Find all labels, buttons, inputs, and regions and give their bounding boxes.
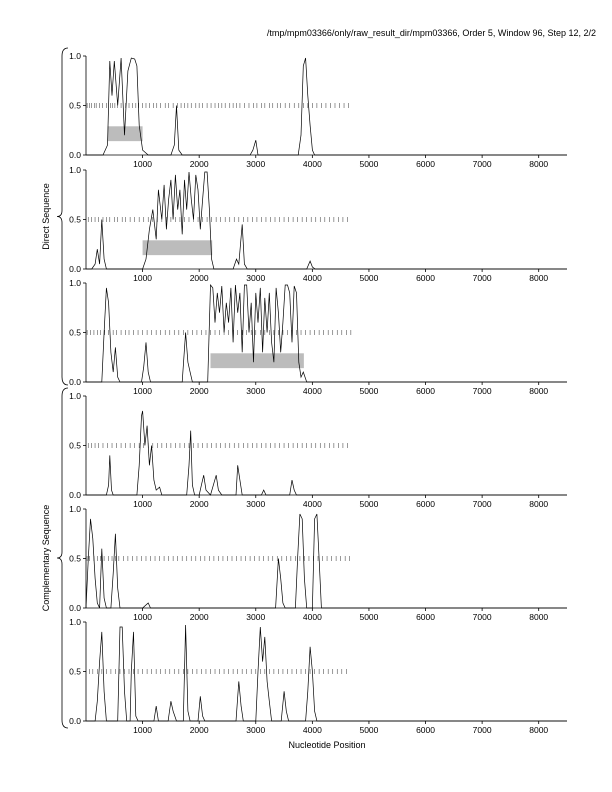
x-tick-label: 4000 bbox=[302, 273, 322, 283]
y-tick-label: 1.0 bbox=[69, 504, 81, 514]
x-tick-label: 8000 bbox=[529, 499, 549, 509]
x-tick-label: 1000 bbox=[133, 725, 153, 735]
x-tick-label: 8000 bbox=[529, 159, 549, 169]
x-tick-label: 6000 bbox=[416, 499, 435, 509]
x-tick-label: 7000 bbox=[472, 273, 492, 283]
x-tick-label: 5000 bbox=[359, 499, 379, 509]
y-tick-label: 0.5 bbox=[69, 440, 81, 451]
panels bbox=[69, 51, 567, 735]
probability-trace bbox=[86, 411, 567, 495]
probability-trace bbox=[86, 58, 567, 155]
x-tick-label: 3000 bbox=[246, 725, 266, 735]
x-tick-label: 1000 bbox=[133, 273, 153, 283]
panel-2 bbox=[69, 165, 567, 283]
x-tick-label: 2000 bbox=[189, 725, 209, 735]
y-tick-label: 1.0 bbox=[69, 165, 81, 175]
x-tick-label: 8000 bbox=[529, 273, 549, 283]
x-tick-label: 5000 bbox=[359, 159, 379, 169]
group-labels bbox=[41, 48, 68, 728]
x-tick-label: 7000 bbox=[472, 725, 492, 735]
y-tick-label: 0.5 bbox=[69, 327, 81, 338]
x-tick-label: 2000 bbox=[189, 159, 209, 169]
y-tick-label: 1.0 bbox=[69, 617, 81, 627]
x-tick-label: 5000 bbox=[359, 612, 379, 622]
x-tick-label: 1000 bbox=[133, 499, 153, 509]
x-tick-label: 2000 bbox=[189, 499, 209, 509]
x-axis-label: Nucleotide Position bbox=[288, 740, 366, 750]
y-tick-label: 0.0 bbox=[69, 490, 81, 500]
x-tick-label: 7000 bbox=[472, 612, 492, 622]
probability-trace bbox=[86, 625, 567, 721]
x-tick-label: 2000 bbox=[189, 612, 209, 622]
x-tick-label: 6000 bbox=[416, 159, 435, 169]
y-tick-label: 0.5 bbox=[69, 666, 81, 677]
y-tick-label: 0.0 bbox=[69, 716, 81, 726]
group-brace bbox=[57, 388, 68, 728]
x-tick-label: 4000 bbox=[302, 386, 322, 396]
x-tick-label: 1000 bbox=[133, 386, 153, 396]
group-brace bbox=[57, 48, 68, 385]
x-tick-label: 2000 bbox=[189, 386, 209, 396]
x-tick-label: 7000 bbox=[472, 499, 492, 509]
x-tick-label: 3000 bbox=[246, 612, 266, 622]
x-tick-label: 4000 bbox=[302, 725, 322, 735]
x-tick-label: 8000 bbox=[529, 612, 549, 622]
x-tick-label: 5000 bbox=[359, 725, 379, 735]
panel-4 bbox=[69, 391, 567, 509]
y-tick-label: 0.5 bbox=[69, 214, 81, 225]
y-tick-label: 0.0 bbox=[69, 603, 81, 613]
x-tick-label: 7000 bbox=[472, 159, 492, 169]
highlight-region bbox=[143, 240, 213, 255]
x-tick-label: 8000 bbox=[529, 386, 549, 396]
y-tick-label: 0.0 bbox=[69, 150, 81, 160]
x-tick-label: 4000 bbox=[302, 499, 322, 509]
x-tick-label: 8000 bbox=[529, 725, 549, 735]
x-tick-label: 4000 bbox=[302, 159, 322, 169]
x-tick-label: 6000 bbox=[416, 612, 435, 622]
x-tick-label: 2000 bbox=[189, 273, 209, 283]
y-tick-label: 1.0 bbox=[69, 51, 81, 61]
direct-sequence-label: Direct Sequence bbox=[41, 183, 51, 250]
y-tick-label: 0.5 bbox=[69, 553, 81, 564]
probability-trace bbox=[86, 285, 567, 382]
x-tick-label: 5000 bbox=[359, 386, 379, 396]
x-tick-label: 1000 bbox=[133, 612, 153, 622]
panel-5 bbox=[69, 504, 567, 622]
complementary-sequence-label: Complementary Sequence bbox=[41, 504, 51, 612]
page-title: /tmp/mpm03366/only/raw_result_dir/mpm03366, Order 5, Window 96, Step 12, 2/2 bbox=[266, 28, 596, 38]
highlight-region bbox=[210, 353, 303, 368]
x-tick-label: 4000 bbox=[302, 612, 322, 622]
probability-trace bbox=[86, 514, 567, 608]
y-tick-label: 1.0 bbox=[69, 278, 81, 288]
y-tick-label: 0.0 bbox=[69, 264, 81, 274]
y-tick-label: 0.5 bbox=[69, 100, 81, 111]
panel-1 bbox=[69, 51, 567, 169]
x-tick-label: 6000 bbox=[416, 273, 435, 283]
y-tick-label: 0.0 bbox=[69, 377, 81, 387]
panel-3 bbox=[69, 278, 567, 396]
x-tick-label: 1000 bbox=[133, 159, 153, 169]
x-tick-label: 5000 bbox=[359, 273, 379, 283]
x-tick-label: 6000 bbox=[416, 725, 435, 735]
y-tick-label: 1.0 bbox=[69, 391, 81, 401]
x-tick-label: 3000 bbox=[246, 159, 266, 169]
x-tick-label: 3000 bbox=[246, 273, 266, 283]
x-tick-label: 7000 bbox=[472, 386, 492, 396]
x-tick-label: 3000 bbox=[246, 386, 266, 396]
x-tick-label: 6000 bbox=[416, 386, 435, 396]
x-tick-label: 3000 bbox=[246, 499, 266, 509]
panel-6 bbox=[69, 617, 567, 735]
